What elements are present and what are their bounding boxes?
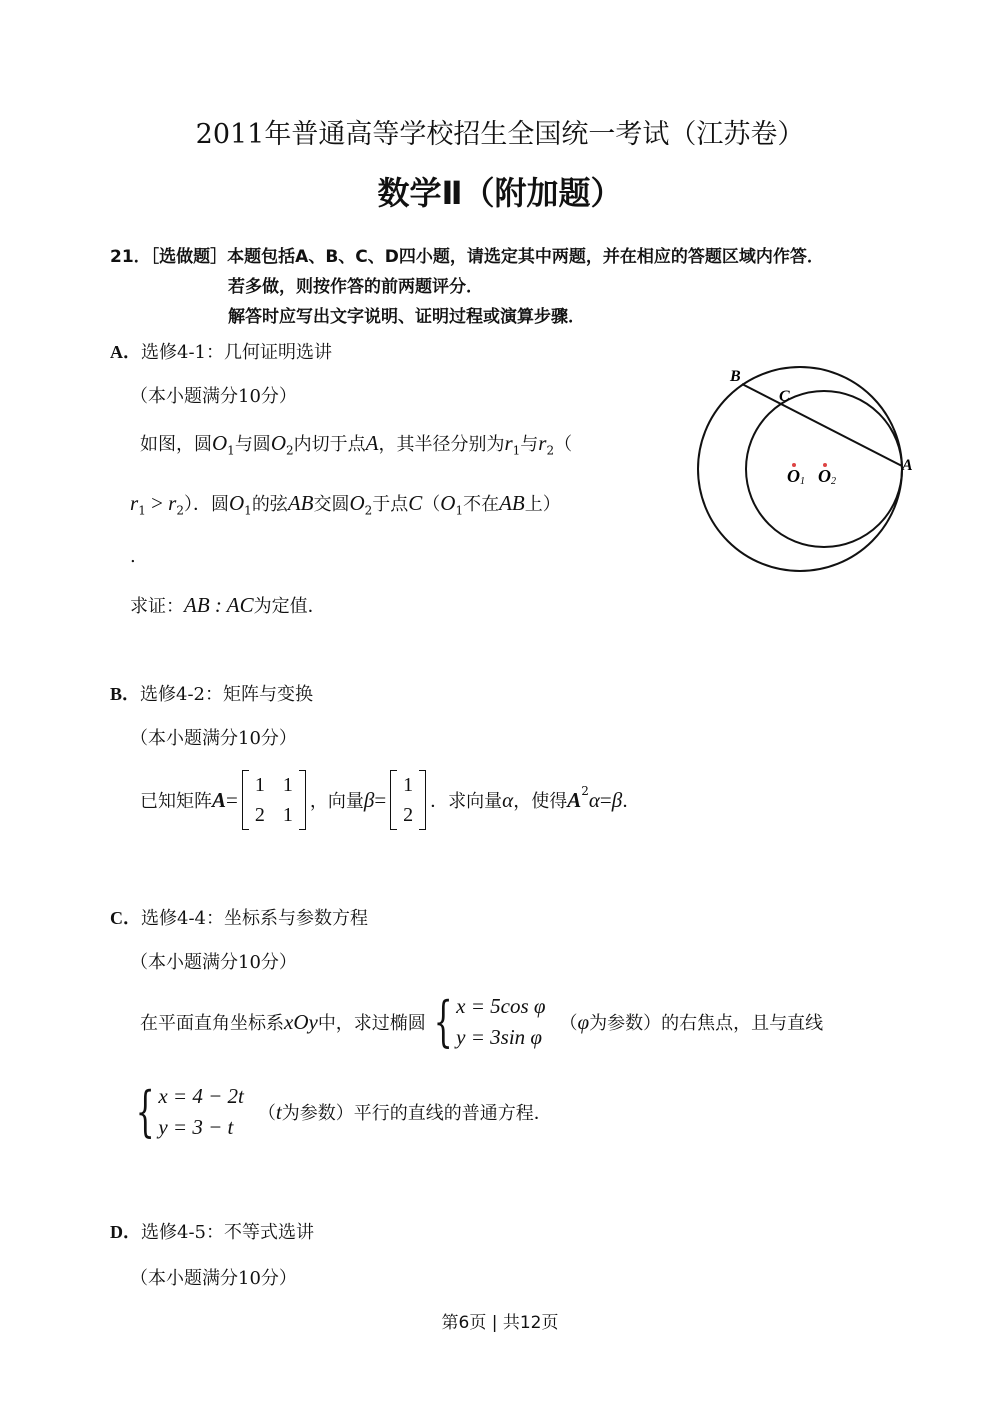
label-b: B: [730, 368, 741, 385]
section-d-heading: D．选修4-5：不等式选讲: [110, 1222, 314, 1243]
section-c-problem-line-2: { x = 4 − 2t y = 3 − t （ t 为参数）平行的直线的普通方程．: [128, 1084, 552, 1140]
section-a-prove: 求证：AB : AC为定值．: [130, 593, 326, 617]
vector-beta: 1 2: [390, 770, 426, 830]
section-c-score: （本小题满分10分）: [130, 952, 297, 973]
section-c-problem-line-1: 在平面直角坐标系 xOy 中，求过椭圆 { x = 5cos φ y = 3sin φ （ φ 为参数）的右焦点，且与直线: [140, 990, 824, 1053]
section-b-title: 选修4-2：矩阵与变换: [140, 684, 314, 705]
label-o2: O: [818, 466, 831, 486]
section-c-letter: C: [110, 908, 123, 928]
section-a-figure: [690, 362, 930, 582]
section-a-score: （本小题满分10分）: [130, 386, 297, 407]
line-system: { x = 4 − 2t y = 3 − t: [135, 1080, 244, 1143]
instructions-line-1: 21．［选做题］本题包括A、B、C、D四小题，请选定其中两题，并在相应的答题区域内作答．: [110, 247, 824, 267]
section-c-title: 选修4-4：坐标系与参数方程: [141, 908, 368, 929]
section-c-heading: C．选修4-4：坐标系与参数方程: [110, 908, 368, 929]
section-a-letter: A: [110, 342, 123, 362]
ellipse-system: { x = 5cos φ y = 3sin φ: [433, 990, 546, 1053]
exam-title: 2011年普通高等学校招生全国统一考试（江苏卷）: [195, 119, 805, 150]
label-a: A: [902, 457, 913, 474]
section-d-title: 选修4-5：不等式选讲: [141, 1222, 314, 1243]
exam-subtitle: 数学Ⅱ（附加题）: [377, 174, 623, 212]
section-b-score: （本小题满分10分）: [130, 728, 297, 749]
section-a-problem-line-2: $r_1 > r_2$）．圆$O_1$的弦AB交圆$O_2$于点$C(O_1$不在AB上）: [130, 491, 561, 518]
label-o2-sub: 2: [831, 476, 836, 487]
section-a-title: 选修4-1：几何证明选讲: [141, 342, 332, 363]
section-b-heading: B．选修4-2：矩阵与变换: [110, 684, 314, 705]
section-b-problem: 已知矩阵 A = 1 1 2 1 ，向量 β = 1 2 ．求向量 α ，使得 A $^2$ α = β ．: [140, 770, 640, 830]
label-o1-sub: 1: [800, 476, 805, 487]
instructions-line-3: 解答时应写出文字说明、证明过程或演算步骤．: [228, 307, 585, 327]
section-d-letter: D: [110, 1222, 123, 1242]
section-b-letter: B: [110, 684, 123, 704]
circle-o1: [698, 367, 902, 571]
section-a-heading: A．选修4-1：几何证明选讲: [110, 342, 332, 363]
section-d-score: （本小题满分10分）: [130, 1268, 297, 1289]
instructions-line-2: 若多做，则按作答的前两题评分．: [228, 277, 483, 297]
label-o1: O: [787, 466, 800, 486]
label-c: C: [779, 388, 790, 405]
section-a-stray-dot: .: [130, 546, 136, 567]
matrix-a: 1 1 2 1: [242, 770, 306, 830]
section-a-problem-line-1: 如图，圆$O_1$与圆$O_2$内切于点A，其半径分别为$r_1$与$r_2$（: [140, 431, 573, 458]
page-footer: 第6页 | 共12页: [441, 1313, 559, 1333]
chord-ab: [742, 384, 902, 466]
